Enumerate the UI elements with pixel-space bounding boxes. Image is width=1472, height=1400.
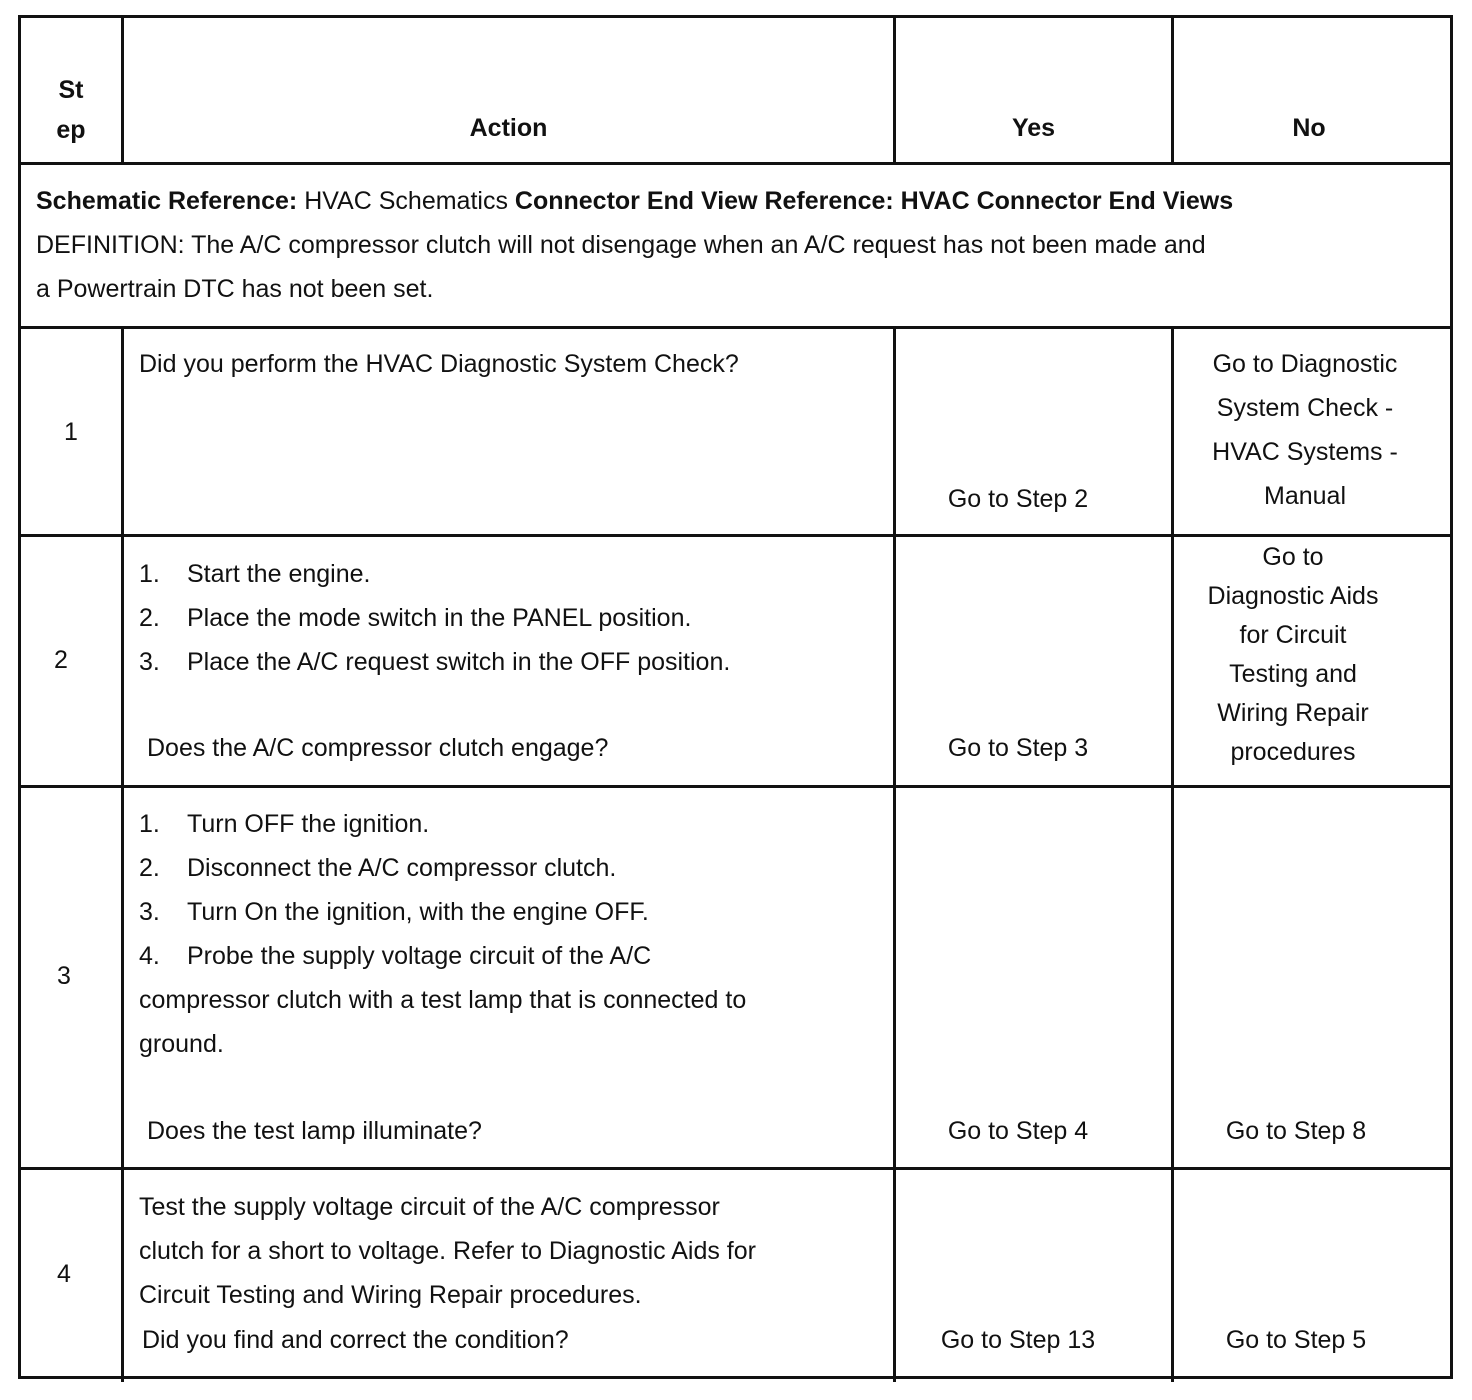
no-line: Manual: [1264, 482, 1346, 510]
item-number: 3.: [139, 648, 160, 676]
list-item: [139, 934, 879, 978]
schematic-value: HVAC Schematics: [304, 187, 508, 215]
header-action: Action: [469, 114, 548, 142]
item-text: Place the A/C request switch in the OFF position.: [187, 648, 731, 676]
step-3-yes: Go to Step 4: [947, 1117, 1089, 1145]
list-item: [139, 846, 879, 890]
no-line: Wiring Repair: [1217, 699, 1369, 727]
reference-block: [36, 179, 1436, 311]
item-text: Turn OFF the ignition.: [187, 810, 430, 838]
row-divider: [21, 326, 1450, 329]
step-2-no: [1174, 538, 1412, 772]
step-2-actions: [139, 552, 879, 684]
row-divider: [21, 1167, 1450, 1170]
item-number: 3.: [139, 898, 160, 926]
continuation-line: ground.: [139, 1030, 224, 1058]
step-number: 1: [64, 418, 78, 446]
no-line: HVAC Systems -: [1212, 438, 1398, 466]
list-item: [139, 890, 879, 934]
step-3-question: Does the test lamp illuminate?: [147, 1117, 482, 1145]
header-step-line2: ep: [56, 116, 86, 144]
text-line: Test the supply voltage circuit of the A/C compressor: [139, 1193, 720, 1221]
list-item: [139, 802, 879, 846]
no-line: Diagnostic Aids: [1207, 582, 1379, 610]
item-text: Place the mode switch in the PANEL position.: [187, 604, 692, 632]
list-item: [139, 640, 879, 684]
step-number: 2: [54, 646, 68, 674]
diagnostic-table: [18, 15, 1453, 1379]
header-step-line1: St: [58, 76, 84, 104]
step-3-no: Go to Step 8: [1225, 1117, 1367, 1145]
reference-line: [36, 179, 1436, 223]
header-yes: Yes: [1011, 114, 1056, 142]
step-4-no: Go to Step 5: [1225, 1326, 1367, 1354]
item-number: 1.: [139, 810, 160, 838]
step-number: 3: [57, 962, 71, 990]
col-divider: [121, 326, 124, 1382]
step-3-actions: [139, 802, 879, 1066]
header-step: [21, 70, 121, 150]
no-line: for Circuit: [1239, 621, 1347, 649]
schematic-label: Schematic Reference:: [36, 187, 298, 215]
header-no: No: [1292, 114, 1326, 142]
step-4-text: [139, 1185, 889, 1317]
connector-value: HVAC Connector End Views: [900, 187, 1234, 215]
item-text: Probe the supply voltage circuit of the A/C: [187, 942, 652, 970]
text-line: clutch for a short to voltage. Refer to Diagnostic Aids for: [139, 1237, 756, 1265]
connector-label: Connector End View Reference:: [514, 187, 894, 215]
item-number: 2.: [139, 854, 160, 882]
item-text: Turn On the ignition, with the engine OFF.: [187, 898, 649, 926]
continuation-line: compressor clutch with a test lamp that is connected to: [139, 986, 747, 1014]
no-line: Testing and: [1229, 660, 1357, 688]
item-text: Disconnect the A/C compressor clutch.: [187, 854, 617, 882]
definition-line-2: a Powertrain DTC has not been set.: [36, 275, 434, 303]
step-2-list: [139, 552, 879, 684]
text-line: Circuit Testing and Wiring Repair procedures.: [139, 1281, 642, 1309]
step-number: 4: [57, 1260, 71, 1288]
step-1-no: [1174, 342, 1436, 518]
no-line: procedures: [1230, 738, 1356, 766]
no-line: Go to: [1262, 543, 1324, 571]
step-1-question: Did you perform the HVAC Diagnostic System Check?: [139, 350, 739, 378]
step-2-question: Does the A/C compressor clutch engage?: [147, 734, 609, 762]
item-number: 4.: [139, 942, 160, 970]
list-item: [139, 596, 879, 640]
step-4-yes: Go to Step 13: [940, 1326, 1096, 1354]
item-text: Start the engine.: [187, 560, 371, 588]
step-3-list: [139, 802, 879, 978]
no-line: Go to Diagnostic: [1212, 350, 1398, 378]
definition-line-1: DEFINITION: The A/C compressor clutch will not disengage when an A/C request has not been made and: [36, 231, 1206, 259]
item-number: 2.: [139, 604, 160, 632]
row-divider: [21, 162, 1450, 165]
row-divider: [21, 534, 1450, 537]
step-1-yes: Go to Step 2: [947, 485, 1089, 513]
step-2-yes: Go to Step 3: [947, 734, 1089, 762]
step-4-question: Did you find and correct the condition?: [142, 1326, 569, 1354]
list-item: [139, 552, 879, 596]
no-line: System Check -: [1216, 394, 1394, 422]
row-divider: [21, 785, 1450, 788]
item-number: 1.: [139, 560, 160, 588]
